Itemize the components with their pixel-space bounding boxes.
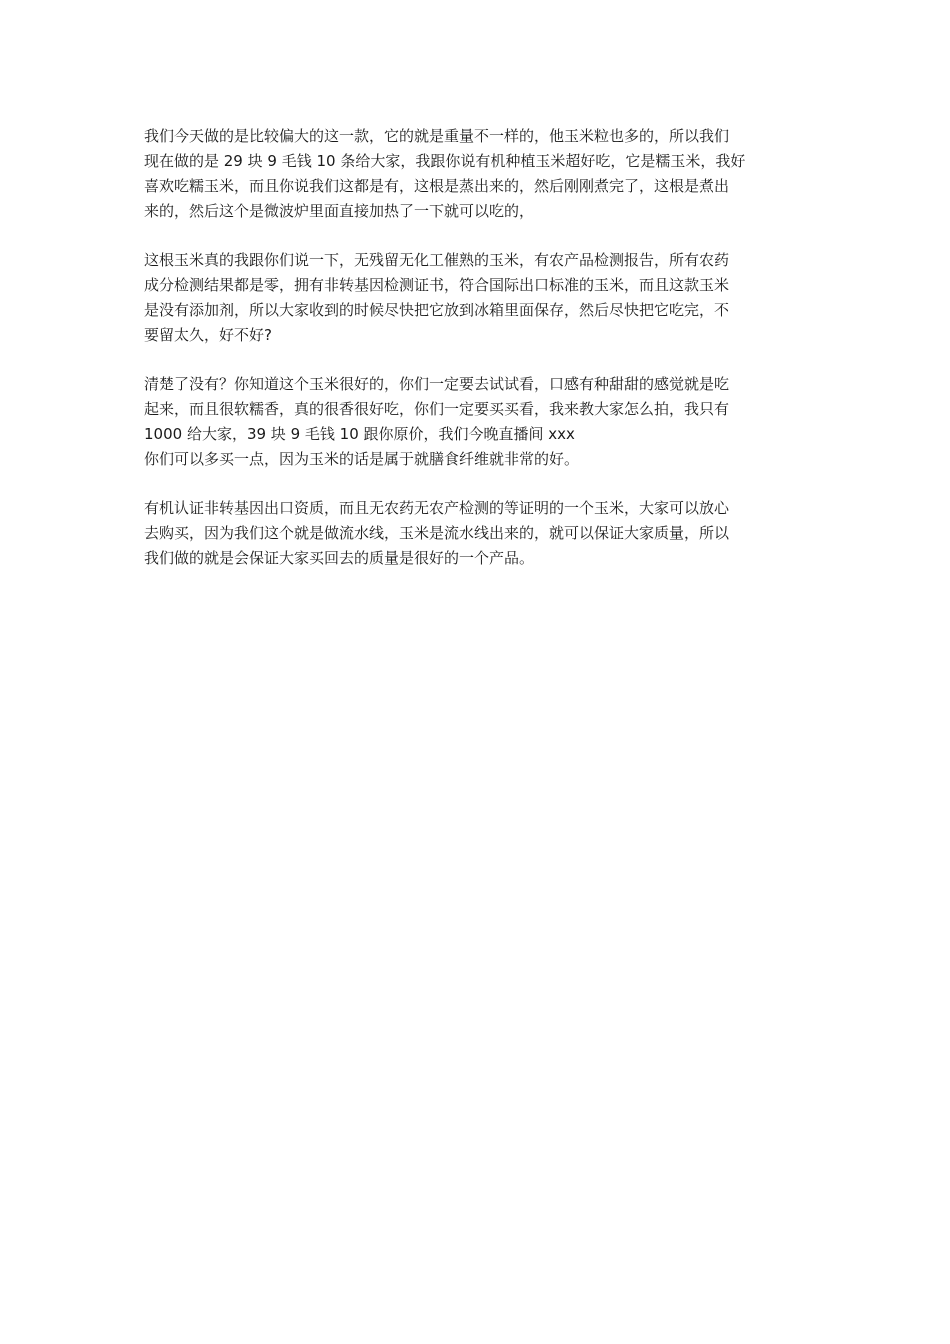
text-line: 你们可以多买一点，因为玉米的话是属于就膳食纤维就非常的好。 bbox=[144, 450, 580, 468]
text-line: 我们今天做的是比较偏大的这一款，它的就是重量不一样的，他玉米粒也多的，所以我们 bbox=[144, 127, 730, 145]
text-line: 来的，然后这个是微波炉里面直接加热了一下就可以吃的， bbox=[144, 202, 535, 220]
text-line: 我们做的就是会保证大家买回去的质量是很好的一个产品。 bbox=[144, 549, 535, 567]
text-line: 清楚了没有？你知道这个玉米很好的，你们一定要去试试看，口感有种甜甜的感觉就是吃 bbox=[144, 375, 730, 393]
paragraph-4 bbox=[144, 496, 808, 571]
paragraph-2 bbox=[144, 248, 808, 348]
text-line: 成分检测结果都是零，拥有非转基因检测证书，符合国际出口标准的玉米，而且这款玉米 bbox=[144, 276, 730, 294]
text-line: 喜欢吃糯玉米，而且你说我们这都是有，这根是蒸出来的，然后刚刚煮完了，这根是煮出 bbox=[144, 177, 730, 195]
text-line: 要留太久，好不好? bbox=[144, 326, 272, 344]
text-line: 有机认证非转基因出口资质，而且无农药无农产检测的等证明的一个玉米，大家可以放心 bbox=[144, 499, 730, 517]
text-line: 是没有添加剂，所以大家收到的时候尽快把它放到冰箱里面保存，然后尽快把它吃完，不 bbox=[144, 301, 730, 319]
text-line: 1000 给大家，39 块 9 毛钱 10 跟你原价，我们今晚直播间 xxx bbox=[144, 425, 575, 443]
paragraph-3 bbox=[144, 372, 808, 472]
text-line: 现在做的是 29 块 9 毛钱 10 条给大家，我跟你说有机种植玉米超好吃，它是糯玉米，我好 bbox=[144, 152, 746, 170]
text-line: 这根玉米真的我跟你们说一下，无残留无化工催熟的玉米，有农产品检测报告，所有农药 bbox=[144, 251, 730, 269]
text-line: 起来，而且很软糯香，真的很香很好吃，你们一定要买买看，我来教大家怎么拍，我只有 bbox=[144, 400, 730, 418]
document-page bbox=[144, 124, 808, 595]
paragraph-1 bbox=[144, 124, 808, 224]
text-line: 去购买，因为我们这个就是做流水线，玉米是流水线出来的，就可以保证大家质量，所以 bbox=[144, 524, 730, 542]
